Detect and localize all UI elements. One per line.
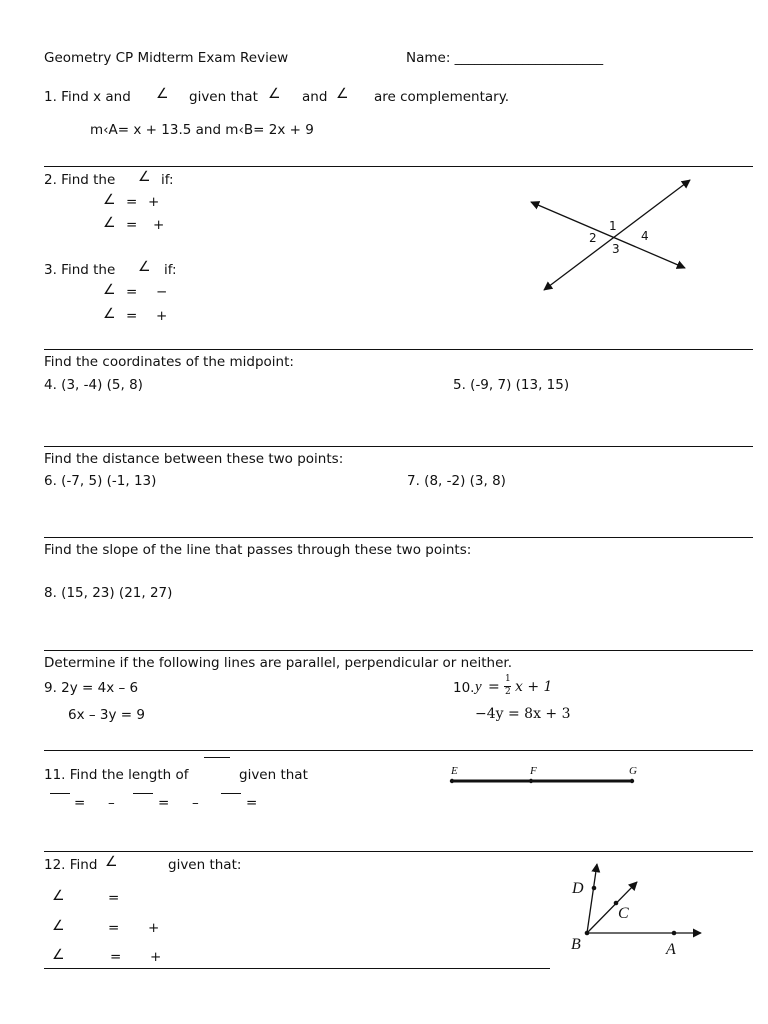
segment-efg-figure <box>446 762 646 790</box>
angle-symbol-icon: ∠ <box>138 259 151 275</box>
line-ray <box>531 202 685 268</box>
point-label: E <box>451 765 458 777</box>
q12-given-text: given that: <box>168 857 242 873</box>
q11-find-text: 11. Find the length of <box>44 767 189 783</box>
section-divider <box>44 750 753 751</box>
q1-complementary-text: are complementary. <box>374 89 510 105</box>
angle-rays-figure <box>565 858 715 963</box>
equals-sign: = <box>108 920 120 936</box>
q2-if-text: if: <box>161 172 174 188</box>
q1-measures: m‹A= x + 13.5 and m‹B= 2x + 9 <box>90 122 314 138</box>
question-10-number: 10. <box>453 680 475 696</box>
equals-sign: = <box>126 284 138 300</box>
equals-sign: = <box>126 194 138 210</box>
question-9-line-2: 6x – 3y = 9 <box>68 707 145 723</box>
lines-heading: Determine if the following lines are parallel, perpendicular or neither. <box>44 655 512 671</box>
slope-heading: Find the slope of the line that passes through these two points: <box>44 542 472 558</box>
ray-bd <box>587 864 597 933</box>
point-label: C <box>618 905 629 922</box>
angle-label: 1 <box>609 219 617 233</box>
point-a <box>672 931 677 936</box>
segment-point <box>450 779 454 783</box>
point-b <box>585 931 590 936</box>
minus-sign: − <box>156 284 168 300</box>
equals-sign: = <box>126 217 138 233</box>
angle-symbol-icon: ∠ <box>103 282 116 298</box>
angle-symbol-icon: ∠ <box>52 888 65 904</box>
question-4: 4. (3, -4) (5, 8) <box>44 377 143 393</box>
question-8: 8. (15, 23) (21, 27) <box>44 585 173 601</box>
angle-symbol-icon: ∠ <box>103 306 116 322</box>
angle-symbol-icon: ∠ <box>336 86 349 102</box>
fraction-denominator: 2 <box>505 687 511 697</box>
segment-overline <box>50 793 70 794</box>
equals-sign: = <box>74 795 86 811</box>
question-10-line-2: −4y = 8x + 3 <box>475 706 571 722</box>
point-d <box>592 886 597 891</box>
point-label: A <box>666 941 676 958</box>
section-divider <box>44 349 753 350</box>
q1-find-text: 1. Find x and <box>44 89 131 105</box>
q10-rest: x + 1 <box>515 679 553 695</box>
question-6: 6. (-7, 5) (-1, 13) <box>44 473 157 489</box>
equals-sign: = <box>488 679 500 695</box>
equals-sign: = <box>126 308 138 324</box>
question-7: 7. (8, -2) (3, 8) <box>407 473 506 489</box>
angle-label: 4 <box>641 229 649 243</box>
distance-heading: Find the distance between these two points: <box>44 451 344 467</box>
point-label: B <box>571 936 581 953</box>
fraction-numerator: 1 <box>505 674 511 684</box>
midpoint-heading: Find the coordinates of the midpoint: <box>44 354 294 370</box>
section-divider <box>44 851 753 852</box>
question-5: 5. (-9, 7) (13, 15) <box>453 377 570 393</box>
angle-symbol-icon: ∠ <box>138 169 151 185</box>
question-9-line-1: 9. 2y = 4x – 6 <box>44 680 139 696</box>
line-ray <box>544 180 690 290</box>
q1-given-text: given that <box>189 89 258 105</box>
plus-sign: + <box>150 949 162 965</box>
equals-sign: = <box>108 890 120 906</box>
equals-sign: = <box>246 795 258 811</box>
section-divider <box>44 968 550 969</box>
q3-find-text: 3. Find the <box>44 262 116 278</box>
point-label: D <box>572 880 584 897</box>
angle-symbol-icon: ∠ <box>52 947 65 963</box>
q11-given-text: given that <box>239 767 308 783</box>
segment-point <box>630 779 634 783</box>
q10-y-variable: y <box>475 679 482 695</box>
q12-find-text: 12. Find <box>44 857 98 873</box>
segment-overline <box>204 757 230 758</box>
section-divider <box>44 537 753 538</box>
segment-overline <box>133 793 153 794</box>
plus-sign: + <box>156 308 168 324</box>
point-label: F <box>530 765 537 777</box>
angle-symbol-icon: ∠ <box>268 86 281 102</box>
section-divider <box>44 446 753 447</box>
equals-sign: = <box>158 795 170 811</box>
section-divider <box>44 650 753 651</box>
segment-point <box>529 779 533 783</box>
angle-symbol-icon: ∠ <box>105 854 118 870</box>
equals-sign: = <box>110 949 122 965</box>
section-divider <box>44 166 753 167</box>
angle-symbol-icon: ∠ <box>103 215 116 231</box>
q2-find-text: 2. Find the <box>44 172 116 188</box>
angle-symbol-icon: ∠ <box>103 192 116 208</box>
worksheet-title: Geometry CP Midterm Exam Review <box>44 50 289 66</box>
angle-symbol-icon: ∠ <box>156 86 169 102</box>
angle-label: 3 <box>612 242 620 256</box>
q1-and-text: and <box>302 89 328 105</box>
minus-sign: – <box>192 795 199 811</box>
intersecting-lines-figure <box>520 172 700 297</box>
angle-label: 2 <box>589 231 597 245</box>
name-field-label: Name: ______________________ <box>406 50 604 66</box>
plus-sign: + <box>148 920 160 936</box>
point-label: G <box>629 765 637 777</box>
minus-sign: – <box>108 795 115 811</box>
q3-if-text: if: <box>164 262 177 278</box>
plus-sign: + <box>153 217 165 233</box>
plus-sign: + <box>148 194 160 210</box>
segment-overline <box>221 793 241 794</box>
angle-symbol-icon: ∠ <box>52 918 65 934</box>
